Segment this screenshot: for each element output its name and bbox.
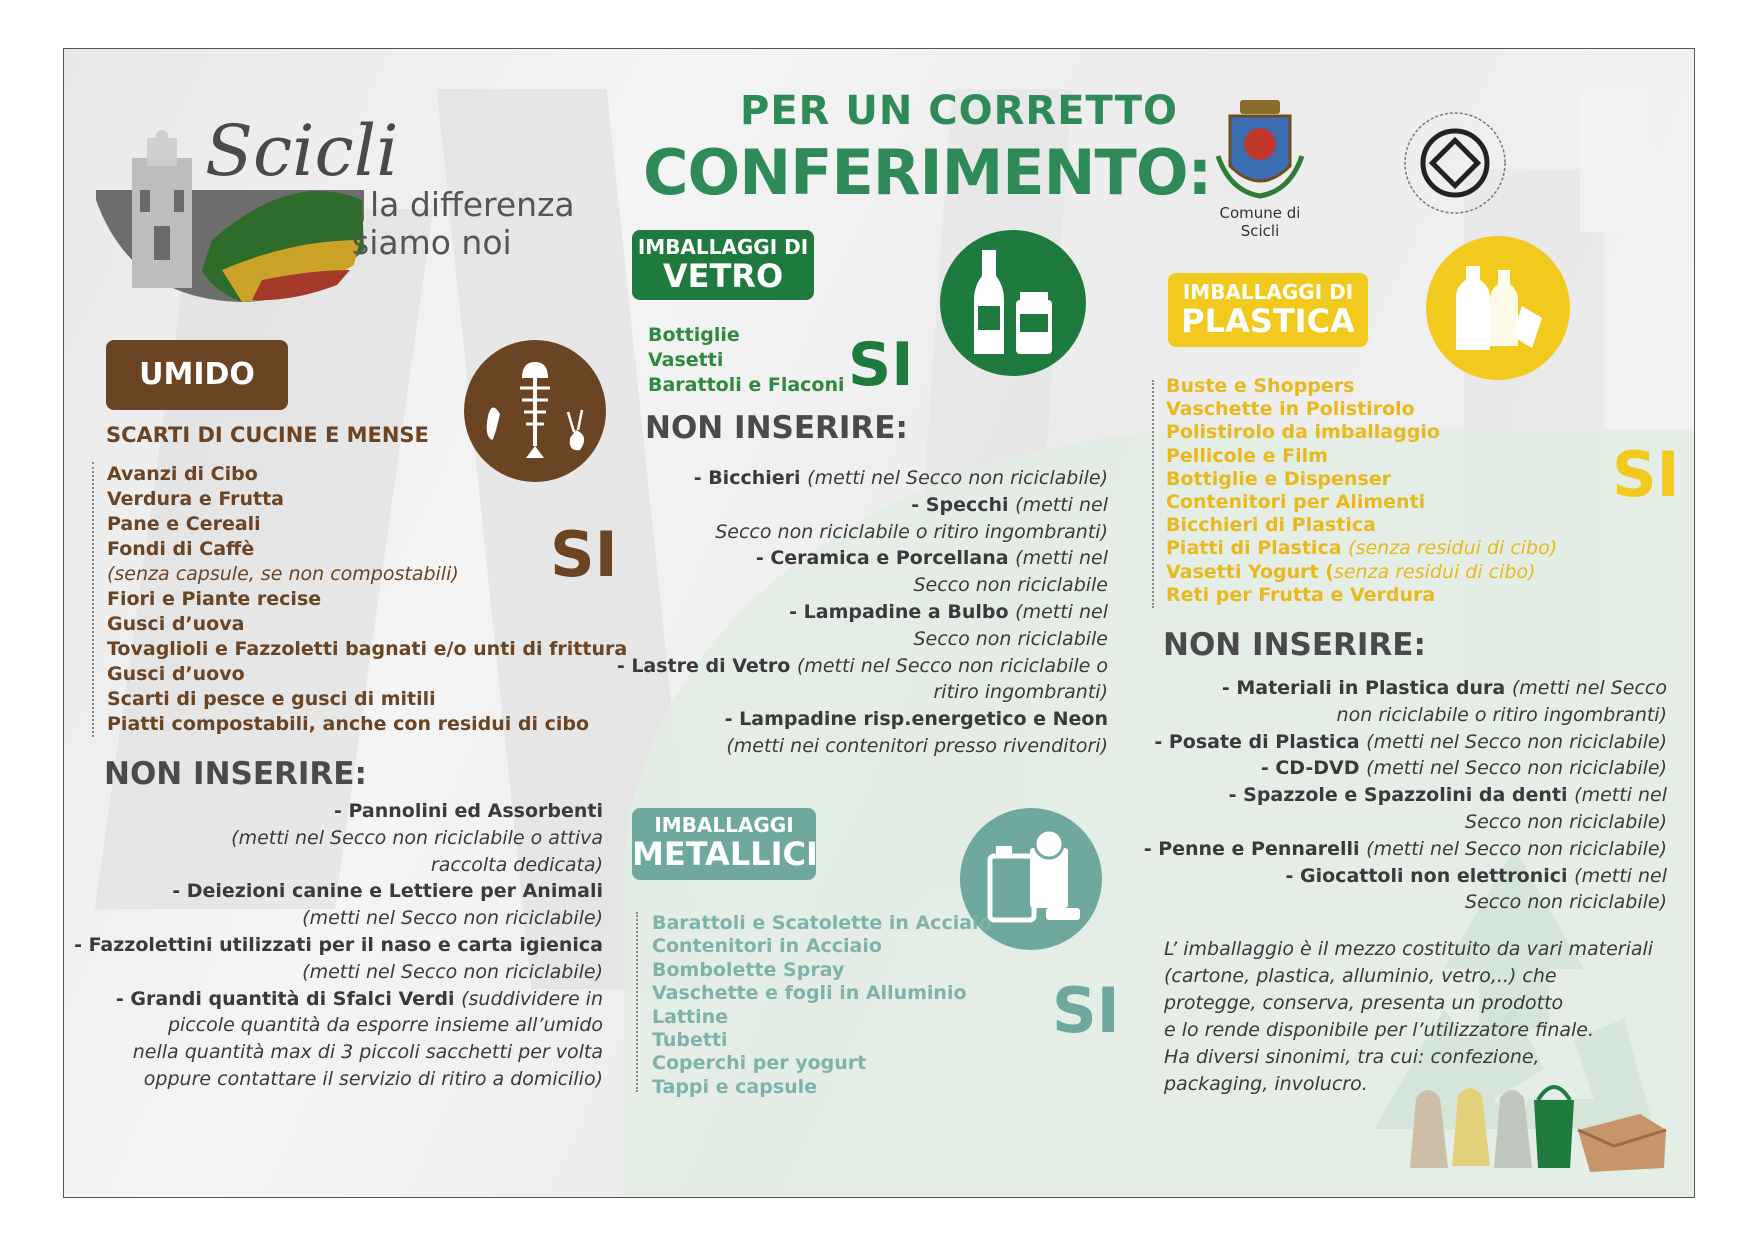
umido-exclusions bbox=[74, 798, 603, 1093]
tagline-line: siamo noi bbox=[352, 223, 512, 262]
exclusion-line: non riciclabile o ritiro ingombranti) bbox=[1336, 703, 1667, 726]
waste-bags-icon bbox=[1408, 1068, 1670, 1176]
list-item: Verdura e Frutta bbox=[107, 488, 285, 510]
umido-badge-label: UMIDO bbox=[139, 357, 255, 392]
vetro-badge-small: IMBALLAGGI DI bbox=[637, 235, 809, 259]
exclusion-line: piccole quantità da esporre insieme all’umido bbox=[167, 1014, 603, 1037]
exclusion-line: - Spazzole e Spazzolini da denti (metti nel bbox=[1228, 784, 1667, 807]
exclusion-line: - Lampadine risp.energetico e Neon bbox=[724, 708, 1108, 731]
comune-label bbox=[1195, 204, 1325, 240]
metallici-list bbox=[652, 912, 992, 1099]
list-item: Contenitori per Alimenti bbox=[1166, 491, 1426, 514]
comune-label-line: Scicli bbox=[1240, 222, 1280, 240]
exclusion-line: (metti nel Secco non riciclabile) bbox=[302, 960, 603, 983]
list-item: Tappi e capsule bbox=[652, 1075, 818, 1098]
metallici-badge bbox=[632, 808, 816, 880]
list-item: Vasetti Yogurt (senza residui di cibo) bbox=[1166, 560, 1536, 583]
list-item: Reti per Frutta e Verdura bbox=[1166, 583, 1436, 606]
umido-organic-icon bbox=[464, 340, 606, 482]
exclusion-line: (metti nel Secco non riciclabile) bbox=[302, 907, 603, 930]
list-item: Barattoli e Flaconi bbox=[648, 374, 845, 396]
definition-line: packaging, involucro. bbox=[1164, 1073, 1368, 1095]
metallici-list-divider bbox=[636, 912, 638, 1092]
umido-badge bbox=[106, 340, 288, 410]
list-item: Lattine bbox=[652, 1005, 729, 1028]
vetro-badge bbox=[632, 230, 814, 300]
exclusion-line: - Penne e Pennarelli (metti nel Secco non riciclabile) bbox=[1143, 837, 1667, 860]
list-item: Vaschette in Polistirolo bbox=[1166, 398, 1415, 421]
vetro-badge-big: VETRO bbox=[662, 257, 784, 295]
list-item: Pellicole e Film bbox=[1166, 444, 1328, 467]
list-item: Polistirolo da imballaggio bbox=[1166, 421, 1440, 444]
list-item: Piatti di Plastica (senza residui di cibo) bbox=[1166, 537, 1558, 560]
exclusion-line: ritiro ingombranti) bbox=[933, 681, 1108, 704]
exclusion-line: - Posate di Plastica (metti nel Secco non riciclabile) bbox=[1154, 730, 1667, 753]
list-item: Gusci d’uova bbox=[107, 613, 245, 635]
plastica-exclusions bbox=[1144, 675, 1667, 916]
exclusion-line: - Lastre di Vetro (metti nel Secco non riciclabile o bbox=[616, 654, 1108, 677]
vetro-si-label: SI bbox=[848, 330, 914, 400]
tagline bbox=[352, 185, 575, 262]
exclusion-line: - Grandi quantità di Sfalci Verdi (suddividere in bbox=[115, 987, 603, 1010]
vetro-bottle-icon bbox=[940, 230, 1086, 376]
list-item: Contenitori in Acciaio bbox=[652, 935, 882, 958]
exclusion-line: - Deiezioni canine e Lettiere per Animali bbox=[172, 880, 603, 903]
exclusion-line: nella quantità max di 3 piccoli sacchetti per volta bbox=[132, 1041, 603, 1064]
exclusion-line: - CD-DVD (metti nel Secco non riciclabile) bbox=[1260, 757, 1667, 780]
plastica-non-inserire-heading: NON INSERIRE: bbox=[1163, 627, 1426, 663]
vetro-list bbox=[648, 323, 845, 398]
list-item: Tovaglioli e Fazzoletti bagnati e/o unti di frittura bbox=[107, 638, 628, 660]
list-item: Barattoli e Scatolette in Acciaio bbox=[652, 912, 992, 934]
exclusion-line: raccolta dedicata) bbox=[430, 853, 603, 876]
list-item: Fiori e Piante recise bbox=[107, 588, 322, 610]
list-item: Buste e Shoppers bbox=[1166, 375, 1355, 397]
page-title-line1: PER UN CORRETTO bbox=[740, 88, 1179, 134]
list-item: Tubetti bbox=[652, 1029, 728, 1052]
plastica-badge-small: IMBALLAGGI DI bbox=[1182, 280, 1354, 304]
list-item: Coperchi per yogurt bbox=[652, 1052, 867, 1075]
exclusion-line: (metti nel Secco non riciclabile o attiva bbox=[231, 826, 603, 849]
exclusion-line: - Specchi (metti nel bbox=[911, 493, 1108, 516]
exclusion-line: - Giocattoli non elettronici (metti nel bbox=[1285, 864, 1667, 887]
umido-subtitle: SCARTI DI CUCINE E MENSE bbox=[106, 423, 429, 447]
plastica-badge bbox=[1168, 273, 1368, 347]
comune-crest-icon bbox=[1210, 96, 1310, 206]
list-item: Vaschette e fogli in Alluminio bbox=[652, 982, 967, 1005]
list-note: (senza capsule, se non compostabili) bbox=[107, 563, 459, 585]
list-item: Vasetti bbox=[648, 349, 724, 371]
vetro-exclusions bbox=[617, 465, 1108, 760]
vetro-non-inserire-heading: NON INSERIRE: bbox=[645, 410, 908, 446]
unesco-heritage-icon bbox=[1400, 108, 1510, 218]
header-placeholder-panel bbox=[1580, 92, 1650, 232]
list-item: Piatti compostabili, anche con residui di cibo bbox=[107, 713, 590, 735]
exclusion-line: - Bicchieri (metti nel Secco non riciclabile) bbox=[693, 467, 1108, 489]
umido-list bbox=[107, 462, 627, 737]
plastica-list-divider bbox=[1152, 380, 1154, 608]
umido-non-inserire-heading: NON INSERIRE: bbox=[104, 756, 367, 792]
list-item: Bicchieri di Plastica bbox=[1166, 514, 1376, 537]
metallici-badge-big: METALLICI bbox=[632, 835, 818, 873]
exclusion-line: - Materiali in Plastica dura (metti nel Secco bbox=[1221, 677, 1667, 699]
page-title-line2: CONFERIMENTO: bbox=[643, 136, 1212, 209]
exclusion-line: - Lampadine a Bulbo (metti nel bbox=[789, 600, 1108, 623]
exclusion-line: Secco non riciclabile) bbox=[1465, 891, 1667, 914]
definition-line: e lo rende disponibile per l’utilizzatore finale. bbox=[1164, 1019, 1595, 1041]
umido-list-divider bbox=[92, 462, 94, 737]
exclusion-line: oppure contattare il servizio di ritiro a domicilio) bbox=[143, 1067, 603, 1090]
exclusion-line: Secco non riciclabile) bbox=[1465, 810, 1667, 833]
plastica-si-label: SI bbox=[1612, 438, 1680, 511]
metallici-si-label: SI bbox=[1052, 974, 1120, 1047]
exclusion-line: (metti nei contenitori presso rivenditori) bbox=[726, 734, 1108, 757]
exclusion-line: Secco non riciclabile bbox=[913, 627, 1108, 650]
plastica-badge-big: PLASTICA bbox=[1181, 302, 1355, 340]
tagline-line: la differenza bbox=[370, 185, 575, 224]
metallici-badge-small: IMBALLAGGI bbox=[654, 813, 794, 837]
exclusion-line: Secco non riciclabile bbox=[913, 574, 1108, 597]
exclusion-line: - Ceramica e Porcellana (metti nel bbox=[755, 547, 1108, 570]
exclusion-line: - Fazzolettini utilizzati per il naso e carta igienica bbox=[74, 933, 603, 956]
list-item: Avanzi di Cibo bbox=[107, 463, 258, 485]
plastica-bottles-icon bbox=[1426, 236, 1570, 380]
exclusion-line: Secco non riciclabile o ritiro ingombranti) bbox=[715, 520, 1108, 543]
definition-line: (cartone, plastica, alluminio, vetro,..) che bbox=[1164, 965, 1557, 987]
list-item: Bombolette Spray bbox=[652, 958, 845, 981]
list-item: Scarti di pesce e gusci di mitili bbox=[107, 688, 436, 710]
definition-line: L’ imballaggio è il mezzo costituito da vari materiali bbox=[1164, 938, 1654, 960]
comune-label-line: Comune di bbox=[1219, 204, 1301, 222]
definition-line: Ha diversi sinonimi, tra cui: confezione, bbox=[1164, 1046, 1540, 1068]
list-item: Bottiglie e Dispenser bbox=[1166, 467, 1392, 490]
exclusion-line: - Pannolini ed Assorbenti bbox=[334, 800, 603, 822]
umido-si-label: SI bbox=[550, 518, 618, 591]
list-item: Bottiglie bbox=[648, 324, 740, 346]
list-item: Gusci d’uovo bbox=[107, 663, 245, 685]
plastica-list bbox=[1166, 375, 1557, 607]
list-item: Pane e Cereali bbox=[107, 513, 261, 535]
town-name: Scicli bbox=[205, 110, 399, 192]
list-item: Fondi di Caffè bbox=[107, 538, 255, 560]
definition-line: protegge, conserva, presenta un prodotto bbox=[1164, 992, 1564, 1014]
